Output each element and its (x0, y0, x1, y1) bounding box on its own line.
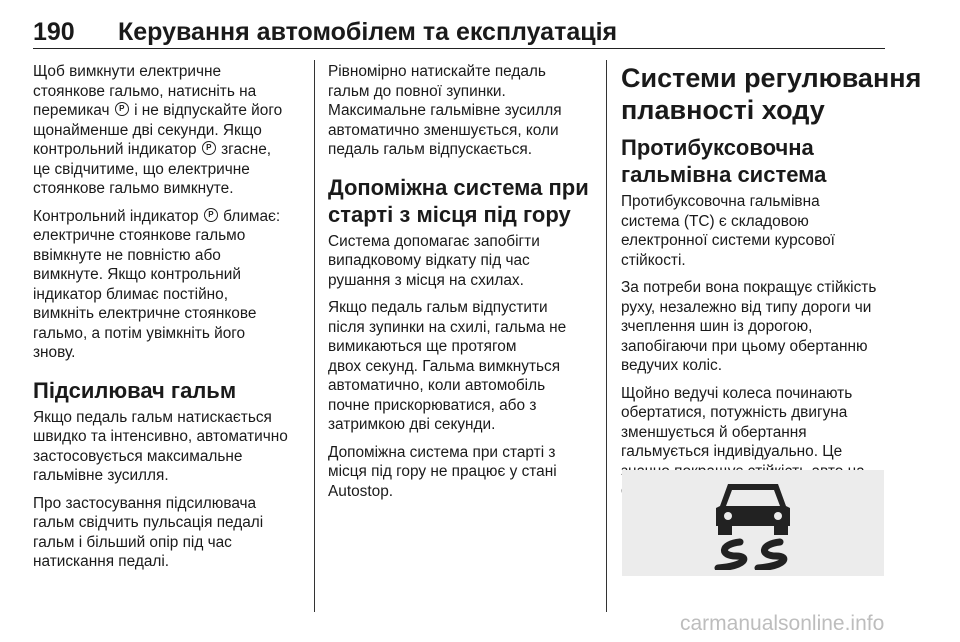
paragraph: За потреби вона покращує стійкість руху, незалежно від типу дороги чи зчеплення шин із дорогою, запобігаючи при цьому обертанню ведучих коліс. (621, 279, 877, 374)
header-rule (33, 48, 885, 49)
paragraph: Якщо педаль гальм відпустити після зупинки на схилі, гальма не вимикаються ще протягом двох секунд. Гальма вимкнуться автоматично, коли автомобіль почне прискорюватися, або з затримкою дві секунди. (328, 299, 567, 433)
parking-brake-indicator-icon (204, 208, 218, 222)
page-header (33, 14, 885, 48)
paragraph: Про застосування підсилювача гальм свідчить пульсація педалі гальм і більший опір під час натискання педалі. (33, 494, 264, 570)
paragraph: Допоміжна система при старті з місця під гору не працює у стані Autostop. (328, 443, 557, 500)
parking-brake-indicator-icon (202, 141, 216, 155)
section-heading: Допоміжна система при старті з місця під гору (328, 174, 589, 227)
paragraph: Контрольний індикатор P блимає: електричне стоянкове гальмо ввімкнуте не повністю або вимкнуте. Якщо контрольний індикатор блимає постійно, вимкніть електричне стоянкове гальмо, а потім увімкніть його знову. (33, 207, 301, 363)
traction-control-skid-car-icon (706, 476, 800, 570)
page-number: 190 (33, 18, 75, 46)
paragraph: Рівномірно натискайте педаль гальм до повної зупинки. Максимальне гальмівне зусилля автоматично зменшується, коли педаль гальм відпускається. (328, 63, 562, 158)
page-title: Керування автомобілем та експлуатація (118, 18, 618, 46)
section-heading: Протибуксовочна гальмівна система (621, 135, 827, 187)
paragraph: Якщо педаль гальм натискається швидко та інтенсивно, автоматично застосовується максимальне гальмівне зусилля. (33, 408, 288, 484)
column-2 (328, 62, 598, 509)
paragraph: Протибуксовочна гальмівна система (TC) є складовою електронної системи курсової стійкості. (621, 193, 835, 269)
section-heading: Підсилювач гальм (33, 377, 237, 403)
column-divider (606, 60, 607, 612)
traction-control-illustration (622, 470, 884, 576)
column-3 (621, 62, 922, 509)
watermark: carmanualsonline.info (680, 612, 885, 635)
paragraph: Система допомагає запобігти випадковому відкату під час рушання з місця на схилах. (328, 232, 540, 289)
paragraph: Щоб вимкнути електричне стоянкове гальмо, натисніть на перемикач P і не відпускайте його щонайменше дві секунди. Якщо контрольний індикатор P згасне, це свідчитиме, що електричне стоянкове гальмо вимкнуте. (33, 62, 301, 199)
chapter-heading: Системи регулювання плавності ходу (621, 63, 922, 125)
column-divider (314, 60, 315, 612)
parking-brake-indicator-icon (115, 102, 129, 116)
paragraph: Щойно ведучі колеса починають обертатися, потужність двигуна зменшується й обертання гальмується індивідуально. Це (621, 384, 853, 460)
column-1 (33, 62, 301, 580)
